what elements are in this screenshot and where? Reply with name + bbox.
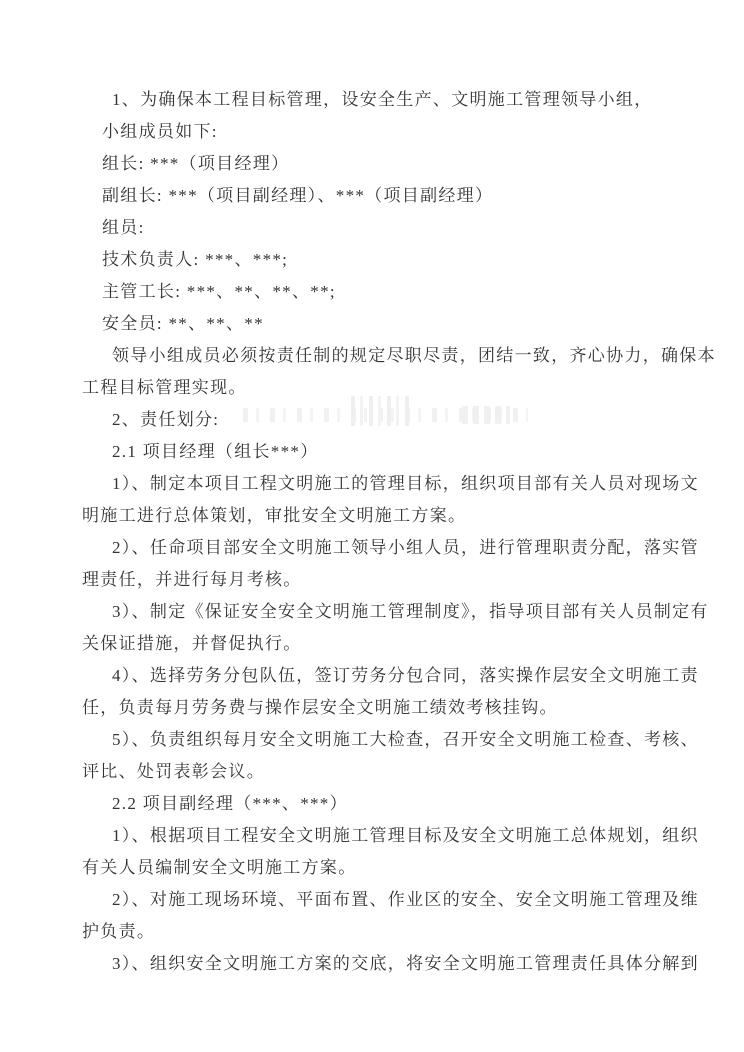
text-line: 技术负责人: ***、***; (102, 250, 289, 269)
text-line: 3）、组织安全文明施工方案的交底，将安全文明施工管理责任具体分解到 (112, 954, 699, 973)
text-line: 护负责。 (82, 922, 156, 941)
text-line: 1）、制定本项目工程文明施工的管理目标，组织项目部有关人员对现场文 (112, 474, 699, 493)
text-line: 2）、对施工现场环境、平面布置、作业区的安全、安全文明施工管理及维 (112, 890, 699, 909)
text-line: 安全员: **、**、** (102, 314, 264, 333)
text-line: 3）、制定《保证安全安全文明施工管理制度》，指导项目部有关人员制定有 (112, 602, 709, 621)
text-line: 5）、负责组织每月安全文明施工大检查，召开安全文明施工检查、考核、 (112, 730, 699, 749)
text-line: 1）、根据项目工程安全文明施工管理目标及安全文明施工总体规划，组织 (112, 826, 699, 845)
text-line: 副组长: ***（项目副经理）、***（项目副经理） (102, 186, 494, 205)
text-line: 小组成员如下: (102, 122, 218, 141)
text-line: 明施工进行总体策划，审批安全文明施工方案。 (82, 506, 467, 525)
text-line: 2.2 项目副经理（***、***） (112, 794, 348, 813)
text-line: 评比、处罚表彰会议。 (82, 762, 265, 781)
text-line: 关保证措施，并督促执行。 (82, 634, 302, 653)
text-line: 2、责任划分: (112, 410, 220, 429)
document-body (82, 84, 734, 980)
text-line: 组长: ***（项目经理） (102, 154, 290, 173)
text-line: 2.1 项目经理（组长***） (112, 442, 319, 461)
text-line: 领导小组成员必须按责任制的规定尽职尽责，团结一致，齐心协力，确保本 (112, 346, 716, 365)
text-line: 2）、任命项目部安全文明施工领导小组人员，进行管理职责分配，落实管 (112, 538, 699, 557)
text-line: 主管工长: ***、**、**、**; (102, 282, 336, 301)
text-line: 任，负责每月劳务费与操作层安全文明施工绩效考核挂钩。 (82, 698, 558, 717)
text-line: 有关人员编制安全文明施工方案。 (82, 858, 357, 877)
text-line: 理责任，并进行每月考核。 (82, 570, 302, 589)
text-line: 4）、选择劳务分包队伍，签订劳务分包合同，落实操作层安全文明施工责 (112, 666, 699, 685)
text-line: 组员: (102, 218, 145, 237)
text-line: 1、为确保本工程目标管理，设安全生产、文明施工管理领导小组， (112, 90, 653, 109)
text-line: 工程目标管理实现。 (82, 378, 247, 397)
